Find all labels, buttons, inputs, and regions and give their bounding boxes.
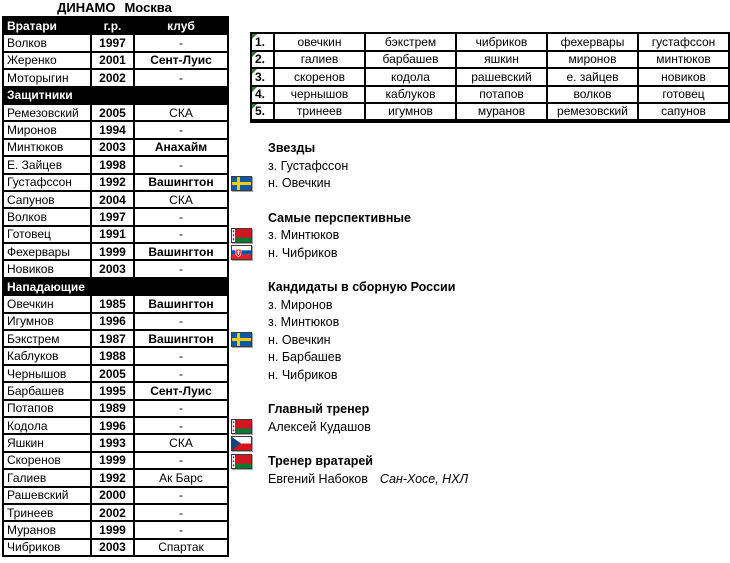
player-name-cell: Тринеев	[3, 504, 91, 521]
birth-year-cell: 2000	[91, 487, 134, 504]
birth-year-cell: 1997	[91, 208, 134, 225]
club-cell: Сент-Луис	[134, 382, 228, 399]
roster-player-row	[3, 121, 228, 138]
note-item	[268, 314, 598, 332]
roster-header-club: клуб	[134, 17, 228, 34]
line-player-cell: чибриков	[456, 33, 547, 51]
player-name-cell: Сапунов	[3, 191, 91, 208]
lines-row	[251, 86, 729, 104]
roster-player-row	[3, 295, 228, 312]
club-cell: -	[134, 504, 228, 521]
roster-player-row	[3, 104, 228, 121]
line-player-cell: овечкин	[274, 33, 365, 51]
roster-player-row	[3, 434, 228, 451]
roster-section-label: Нападающие	[3, 278, 228, 295]
birth-year-cell: 1987	[91, 330, 134, 347]
birth-year-cell: 1999	[91, 452, 134, 469]
roster-player-row	[3, 313, 228, 330]
lines-row	[251, 51, 729, 69]
roster-player-row	[3, 347, 228, 364]
roster-section-row	[3, 87, 228, 104]
roster-player-row	[3, 400, 228, 417]
club-cell: Вашингтон	[134, 174, 228, 191]
flag-sweden-icon	[231, 176, 252, 191]
birth-year-cell: 1995	[91, 382, 134, 399]
birth-year-cell: 2005	[91, 104, 134, 121]
player-name-cell: Волков	[3, 208, 91, 225]
line-player-cell: фехервары	[547, 33, 638, 51]
club-cell: СКА	[134, 434, 228, 451]
club-cell: -	[134, 347, 228, 364]
note-section	[268, 401, 598, 436]
player-name-cell: Галиев	[3, 469, 91, 486]
cell-error-marker-icon	[252, 52, 257, 57]
line-number-cell: 4.	[251, 86, 274, 104]
line-player-cell: готовец	[638, 86, 729, 104]
club-cell: Вашингтон	[134, 295, 228, 312]
roster-player-row	[3, 156, 228, 173]
line-player-cell: скоренов	[274, 68, 365, 86]
birth-year-cell: 2002	[91, 69, 134, 86]
note-item-text: н. Чибриков	[268, 367, 338, 382]
club-cell: -	[134, 452, 228, 469]
flag-belarus-icon	[231, 228, 252, 243]
player-name-cell: Минтюков	[3, 139, 91, 156]
player-name-cell: Густафссон	[3, 174, 91, 191]
line-number-cell: 3.	[251, 68, 274, 86]
note-item	[268, 367, 598, 385]
roster-player-row	[3, 208, 228, 225]
birth-year-cell: 2004	[91, 191, 134, 208]
line-player-cell: рашевский	[456, 68, 547, 86]
note-item	[268, 297, 598, 315]
roster-player-row	[3, 487, 228, 504]
club-cell: Спартак	[134, 539, 228, 556]
line-player-cell: игумнов	[365, 103, 456, 121]
club-cell: Ак Барс	[134, 469, 228, 486]
cell-error-marker-icon	[252, 34, 257, 39]
player-name-cell: Готовец	[3, 226, 91, 243]
club-cell: СКА	[134, 104, 228, 121]
flag-belarus-icon	[231, 454, 252, 469]
roster-player-row	[3, 191, 228, 208]
note-item-text: н. Овечкин	[268, 332, 331, 347]
roster-player-row	[3, 226, 228, 243]
cell-error-marker-icon	[252, 104, 257, 109]
roster-player-row	[3, 382, 228, 399]
birth-year-cell: 2001	[91, 52, 134, 69]
player-name-cell: Муранов	[3, 521, 91, 538]
roster-player-row	[3, 260, 228, 277]
birth-year-cell: 1991	[91, 226, 134, 243]
player-name-cell: Моторыгин	[3, 69, 91, 86]
roster-player-row	[3, 521, 228, 538]
roster-section-label: Защитники	[3, 87, 228, 104]
lines-table	[250, 32, 730, 123]
club-cell: Вашингтон	[134, 330, 228, 347]
note-item	[268, 419, 598, 437]
club-cell: -	[134, 208, 228, 225]
line-player-cell: ремезовский	[547, 103, 638, 121]
club-cell: -	[134, 156, 228, 173]
roster-header-row	[3, 17, 228, 34]
club-cell: -	[134, 69, 228, 86]
line-player-cell: волков	[547, 86, 638, 104]
birth-year-cell: 1992	[91, 174, 134, 191]
birth-year-cell: 1999	[91, 521, 134, 538]
birth-year-cell: 2003	[91, 139, 134, 156]
line-player-cell: кодола	[365, 68, 456, 86]
line-player-cell: яшкин	[456, 51, 547, 69]
note-item-text: н. Чибриков	[268, 245, 338, 260]
note-heading: Главный тренер	[268, 402, 370, 416]
line-number-cell: 1.	[251, 33, 274, 51]
line-player-cell: бэкстрем	[365, 33, 456, 51]
player-name-cell: Е. Зайцев	[3, 156, 91, 173]
lines-row	[251, 103, 729, 121]
club-cell: -	[134, 400, 228, 417]
player-name-cell: Ремезовский	[3, 104, 91, 121]
note-item	[268, 332, 598, 350]
note-item-text: Алексей Кудашов	[268, 419, 371, 434]
club-cell: Вашингтон	[134, 243, 228, 260]
club-cell: -	[134, 121, 228, 138]
roster-player-row	[3, 365, 228, 382]
note-item	[268, 227, 598, 245]
club-cell: -	[134, 487, 228, 504]
roster-table-body	[3, 17, 228, 556]
player-name-cell: Барбашев	[3, 382, 91, 399]
birth-year-cell: 1988	[91, 347, 134, 364]
player-name-cell: Миронов	[3, 121, 91, 138]
player-name-cell: Чернышов	[3, 365, 91, 382]
birth-year-cell: 2003	[91, 539, 134, 556]
note-item	[268, 158, 598, 176]
roster-table	[2, 16, 229, 557]
line-player-cell: сапунов	[638, 103, 729, 121]
birth-year-cell: 2005	[91, 365, 134, 382]
roster-player-row	[3, 243, 228, 260]
birth-year-cell: 1997	[91, 34, 134, 51]
note-item-text: Евгений Набоков	[268, 471, 368, 486]
team-city: Москва	[124, 0, 172, 15]
note-item-text: з. Густафссон	[268, 158, 349, 173]
roster-player-row	[3, 52, 228, 69]
roster-player-row	[3, 34, 228, 51]
club-cell: -	[134, 521, 228, 538]
player-name-cell: Каблуков	[3, 347, 91, 364]
note-heading: Кандидаты в сборную России	[268, 280, 456, 294]
line-number-cell: 2.	[251, 51, 274, 69]
note-item	[268, 245, 598, 263]
club-cell: СКА	[134, 191, 228, 208]
line-player-cell: новиков	[638, 68, 729, 86]
player-name-cell: Рашевский	[3, 487, 91, 504]
birth-year-cell: 1998	[91, 156, 134, 173]
player-name-cell: Фехервары	[3, 243, 91, 260]
birth-year-cell: 1996	[91, 313, 134, 330]
line-player-cell: галиев	[274, 51, 365, 69]
line-player-cell: тринеев	[274, 103, 365, 121]
birth-year-cell: 1994	[91, 121, 134, 138]
team-name: ДИНАМО	[57, 0, 116, 15]
note-section	[268, 140, 598, 193]
note-heading: Самые перспективные	[268, 210, 411, 225]
note-item	[268, 175, 598, 193]
flag-czechia-icon	[231, 436, 252, 451]
player-name-cell: Бэкстрем	[3, 330, 91, 347]
player-name-cell: Волков	[3, 34, 91, 51]
player-name-cell: Потапов	[3, 400, 91, 417]
line-player-cell: каблуков	[365, 86, 456, 104]
notes-panel	[268, 140, 598, 505]
player-name-cell: Скоренов	[3, 452, 91, 469]
club-cell: -	[134, 365, 228, 382]
club-cell: -	[134, 417, 228, 434]
roster-player-row	[3, 69, 228, 86]
flag-sweden-icon	[231, 332, 252, 347]
roster-player-row	[3, 504, 228, 521]
cell-error-marker-icon	[252, 87, 257, 92]
player-name-cell: Кодола	[3, 417, 91, 434]
line-player-cell: чернышов	[274, 86, 365, 104]
roster-player-row	[3, 174, 228, 191]
roster-player-row	[3, 139, 228, 156]
player-name-cell: Чибриков	[3, 539, 91, 556]
page-title	[2, 0, 227, 16]
birth-year-cell: 1989	[91, 400, 134, 417]
player-name-cell: Овечкин	[3, 295, 91, 312]
coach-club-note: Сан-Хосе, НХЛ	[379, 471, 469, 486]
note-item	[268, 349, 598, 367]
birth-year-cell: 2002	[91, 504, 134, 521]
birth-year-cell: 1985	[91, 295, 134, 312]
club-cell: Анахайм	[134, 139, 228, 156]
club-cell: -	[134, 34, 228, 51]
line-number-cell: 5.	[251, 103, 274, 121]
player-name-cell: Яшкин	[3, 434, 91, 451]
player-name-cell: Жеренко	[3, 52, 91, 69]
club-cell: Сент-Луис	[134, 52, 228, 69]
note-section	[268, 453, 598, 488]
lines-row	[251, 68, 729, 86]
birth-year-cell: 1996	[91, 417, 134, 434]
roster-section-row	[3, 278, 228, 295]
line-player-cell: е. зайцев	[547, 68, 638, 86]
birth-year-cell: 1993	[91, 434, 134, 451]
birth-year-cell: 1992	[91, 469, 134, 486]
club-cell: -	[134, 313, 228, 330]
cell-error-marker-icon	[252, 69, 257, 74]
player-name-cell: Новиков	[3, 260, 91, 277]
line-player-cell: муранов	[456, 103, 547, 121]
flag-belarus-icon	[231, 419, 252, 434]
flag-slovakia-icon	[231, 245, 252, 260]
note-item-text: н. Овечкин	[268, 176, 331, 190]
roster-player-row	[3, 469, 228, 486]
lines-row	[251, 33, 729, 51]
player-name-cell: Игумнов	[3, 313, 91, 330]
lines-table-body	[251, 33, 729, 121]
note-section	[268, 279, 598, 384]
roster-player-row	[3, 330, 228, 347]
note-item-text: з. Минтюков	[268, 315, 340, 329]
roster-player-row	[3, 452, 228, 469]
roster-player-row	[3, 539, 228, 556]
club-cell: -	[134, 226, 228, 243]
note-item-text: з. Миронов	[268, 297, 333, 312]
note-section	[268, 210, 598, 263]
note-item-text: з. Минтюков	[268, 228, 340, 242]
roster-header-position: Вратари	[3, 17, 91, 34]
note-heading: Тренер вратарей	[268, 454, 373, 468]
birth-year-cell: 2003	[91, 260, 134, 277]
line-player-cell: барбашев	[365, 51, 456, 69]
line-player-cell: густафссон	[638, 33, 729, 51]
line-player-cell: минтюков	[638, 51, 729, 69]
club-cell: -	[134, 260, 228, 277]
line-player-cell: потапов	[456, 86, 547, 104]
roster-player-row	[3, 417, 228, 434]
note-heading: Звезды	[268, 141, 316, 155]
line-player-cell: миронов	[547, 51, 638, 69]
roster-header-year: г.р.	[91, 17, 134, 34]
birth-year-cell: 1999	[91, 243, 134, 260]
note-item	[268, 471, 598, 489]
note-item-text: н. Барбашев	[268, 350, 342, 364]
